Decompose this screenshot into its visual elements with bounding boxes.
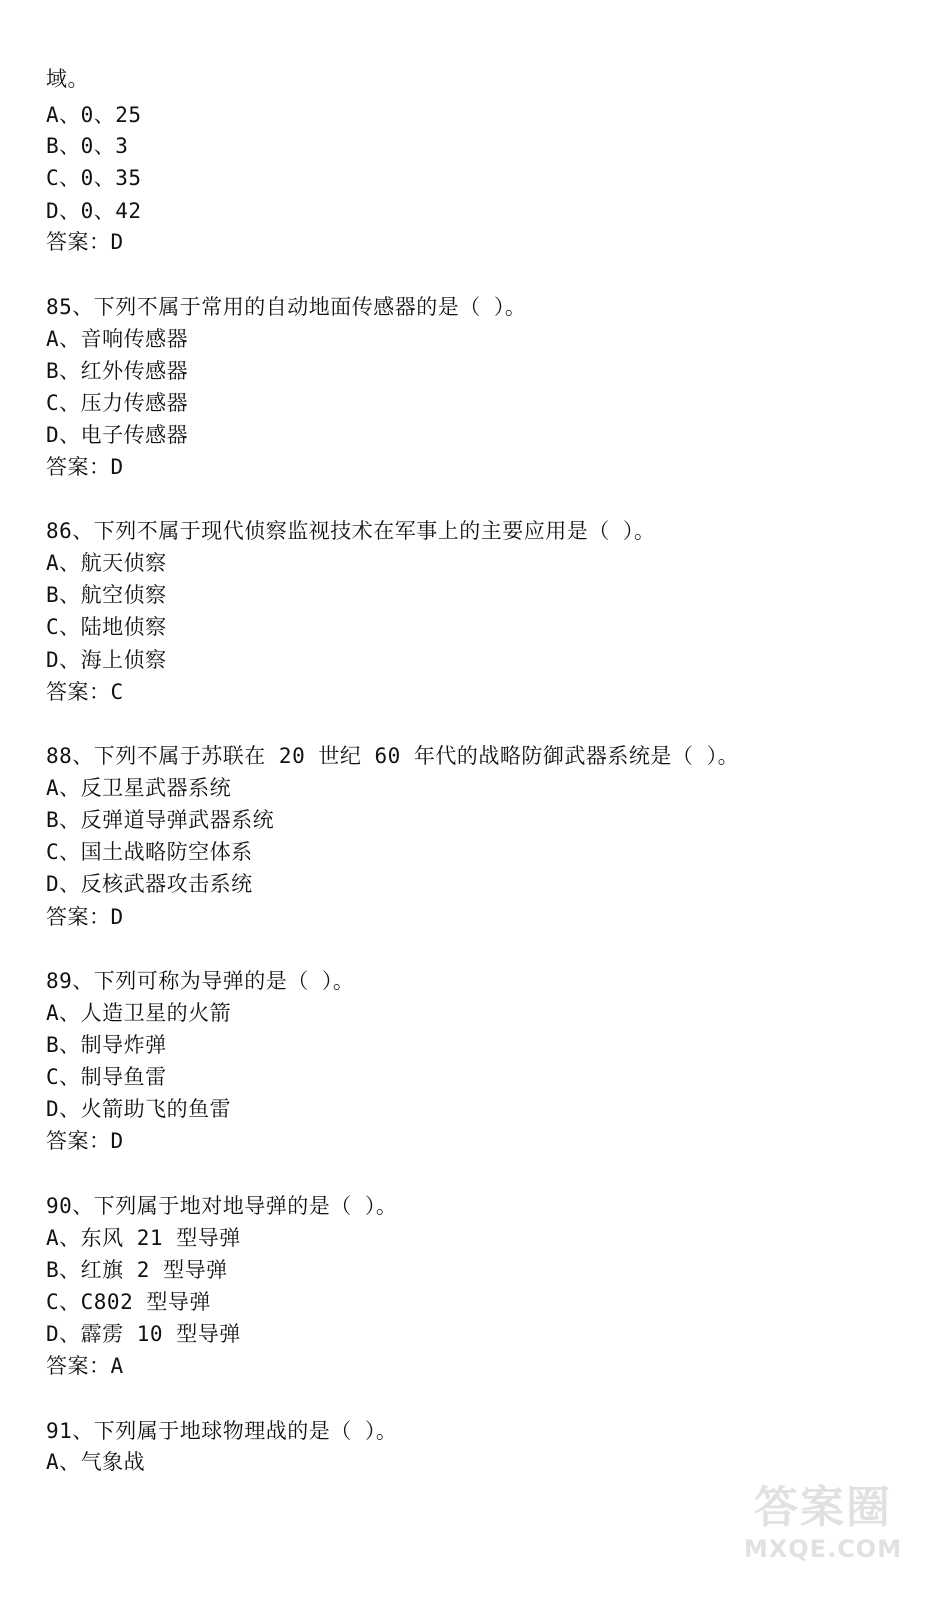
q84-option-b: B、0、3 bbox=[46, 134, 129, 158]
q91-option-a: A、气象战 bbox=[46, 1450, 146, 1474]
q89-option-b: B、制导炸弹 bbox=[46, 1033, 167, 1057]
q84-answer: 答案：D bbox=[46, 230, 124, 254]
watermark-url: MXQE.COM bbox=[743, 1535, 903, 1563]
q85-option-a: A、音响传感器 bbox=[46, 327, 189, 351]
q86-answer: 答案：C bbox=[46, 680, 124, 704]
q85-option-b: B、红外传感器 bbox=[46, 359, 189, 383]
q90-answer: 答案：A bbox=[46, 1354, 124, 1378]
q89-option-d: D、火箭助飞的鱼雷 bbox=[46, 1097, 232, 1121]
q90-option-c: C、C802 型导弹 bbox=[46, 1290, 211, 1314]
q85-answer: 答案：D bbox=[46, 455, 124, 479]
question-88: 88、下列不属于苏联在 20 世纪 60 年代的战略防御武器系统是（ ）。 bbox=[46, 744, 740, 768]
q85-option-d: D、电子传感器 bbox=[46, 423, 189, 447]
q88-answer: 答案：D bbox=[46, 905, 124, 929]
q86-option-a: A、航天侦察 bbox=[46, 551, 167, 575]
q86-option-d: D、海上侦察 bbox=[46, 648, 167, 672]
q90-option-a: A、东风 21 型导弹 bbox=[46, 1226, 241, 1250]
watermark-logo bbox=[728, 1482, 918, 1572]
q88-option-c: C、国土战略防空体系 bbox=[46, 840, 253, 864]
question-91: 91、下列属于地球物理战的是（ ）。 bbox=[46, 1419, 398, 1443]
watermark-title: 答案圈 bbox=[754, 1482, 892, 1533]
q85-option-c: C、压力传感器 bbox=[46, 391, 189, 415]
question-89: 89、下列可称为导弹的是（ ）。 bbox=[46, 969, 355, 993]
q86-option-b: B、航空侦察 bbox=[46, 583, 167, 607]
q90-option-b: B、红旗 2 型导弹 bbox=[46, 1258, 228, 1282]
q84-option-d: D、0、42 bbox=[46, 199, 142, 223]
q84-option-a: A、0、25 bbox=[46, 103, 142, 127]
q88-option-b: B、反弹道导弹武器系统 bbox=[46, 808, 275, 832]
q86-option-c: C、陆地侦察 bbox=[46, 615, 167, 639]
q89-option-a: A、人造卫星的火箭 bbox=[46, 1001, 232, 1025]
question-86: 86、下列不属于现代侦察监视技术在军事上的主要应用是（ ）。 bbox=[46, 519, 656, 543]
q89-option-c: C、制导鱼雷 bbox=[46, 1065, 167, 1089]
q88-option-a: A、反卫星武器系统 bbox=[46, 776, 232, 800]
q90-option-d: D、霹雳 10 型导弹 bbox=[46, 1322, 241, 1346]
question-85: 85、下列不属于常用的自动地面传感器的是（ ）。 bbox=[46, 295, 527, 319]
q89-answer: 答案：D bbox=[46, 1129, 124, 1153]
question-84-tail: 域。 bbox=[46, 67, 89, 91]
q84-option-c: C、0、35 bbox=[46, 166, 142, 190]
question-90: 90、下列属于地对地导弹的是（ ）。 bbox=[46, 1194, 398, 1218]
q88-option-d: D、反核武器攻击系统 bbox=[46, 872, 253, 896]
